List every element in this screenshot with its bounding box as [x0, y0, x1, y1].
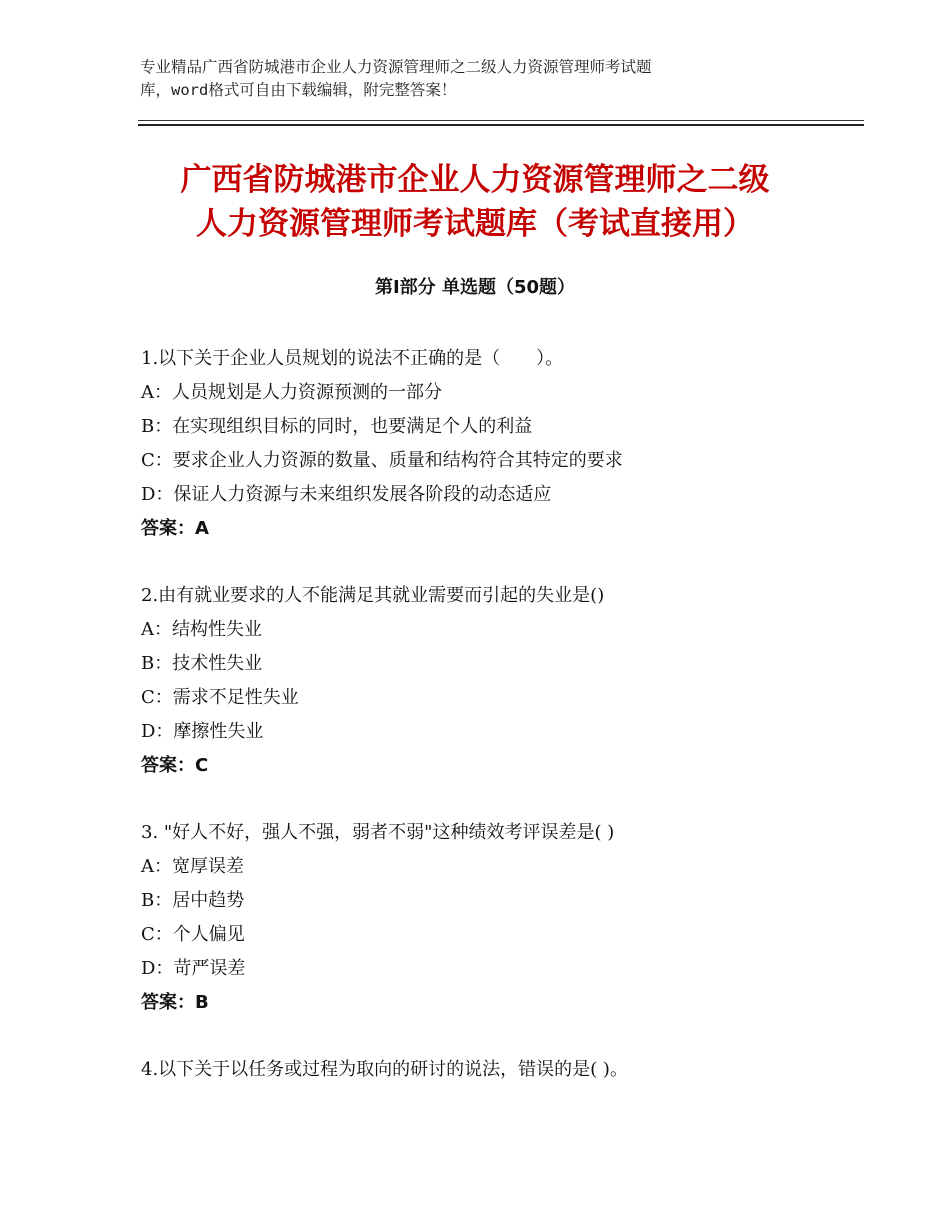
question-stem: 3. "好人不好，强人不强，弱者不弱"这种绩效考评误差是( )	[141, 822, 615, 843]
question-stem: 1.以下关于企业人员规划的说法不正确的是（ ）。	[141, 348, 564, 369]
question-1	[141, 342, 861, 546]
header-divider-thick	[138, 124, 864, 126]
header-note-line-2: 库，word格式可自由下载编辑，附完整答案！	[140, 81, 457, 99]
header-divider-thin	[138, 120, 864, 121]
option-a: A：结构性失业	[141, 619, 262, 640]
option-b: B：居中趋势	[141, 890, 245, 911]
section-heading: 第Ⅰ部分 单选题（50题）	[374, 277, 575, 298]
option-c: C：个人偏见	[141, 924, 245, 945]
option-a: A：人员规划是人力资源预测的一部分	[141, 382, 442, 403]
option-d: D：苛严误差	[141, 958, 246, 979]
option-a: A：宽厚误差	[141, 856, 244, 877]
document-title	[0, 158, 950, 246]
option-b: B：在实现组织目标的同时，也要满足个人的利益	[141, 416, 533, 437]
answer: 答案：A	[141, 518, 209, 539]
question-stem: 2.由有就业要求的人不能满足其就业需要而引起的失业是()	[141, 585, 605, 606]
answer: 答案：C	[141, 755, 209, 776]
option-d: D：保证人力资源与未来组织发展各阶段的动态适应	[141, 484, 552, 505]
header-note-line-1: 专业精品广西省防城港市企业人力资源管理师之二级人力资源管理师考试题	[140, 58, 652, 76]
option-c: C：要求企业人力资源的数量、质量和结构符合其特定的要求	[141, 450, 623, 471]
option-b: B：技术性失业	[141, 653, 263, 674]
question-4	[141, 1053, 861, 1087]
question-stem: 4.以下关于以任务或过程为取向的研讨的说法，错误的是( )。	[141, 1059, 628, 1080]
question-2	[141, 579, 861, 783]
option-c: C：需求不足性失业	[141, 687, 299, 708]
header-note	[140, 56, 780, 102]
option-d: D：摩擦性失业	[141, 721, 264, 742]
question-list	[141, 342, 861, 1120]
question-3	[141, 816, 861, 1020]
document-title-line-1: 广西省防城港市企业人力资源管理师之二级	[180, 162, 770, 198]
answer: 答案：B	[141, 992, 209, 1013]
document-title-line-2: 人力资源管理师考试题库（考试直接用）	[196, 206, 754, 242]
